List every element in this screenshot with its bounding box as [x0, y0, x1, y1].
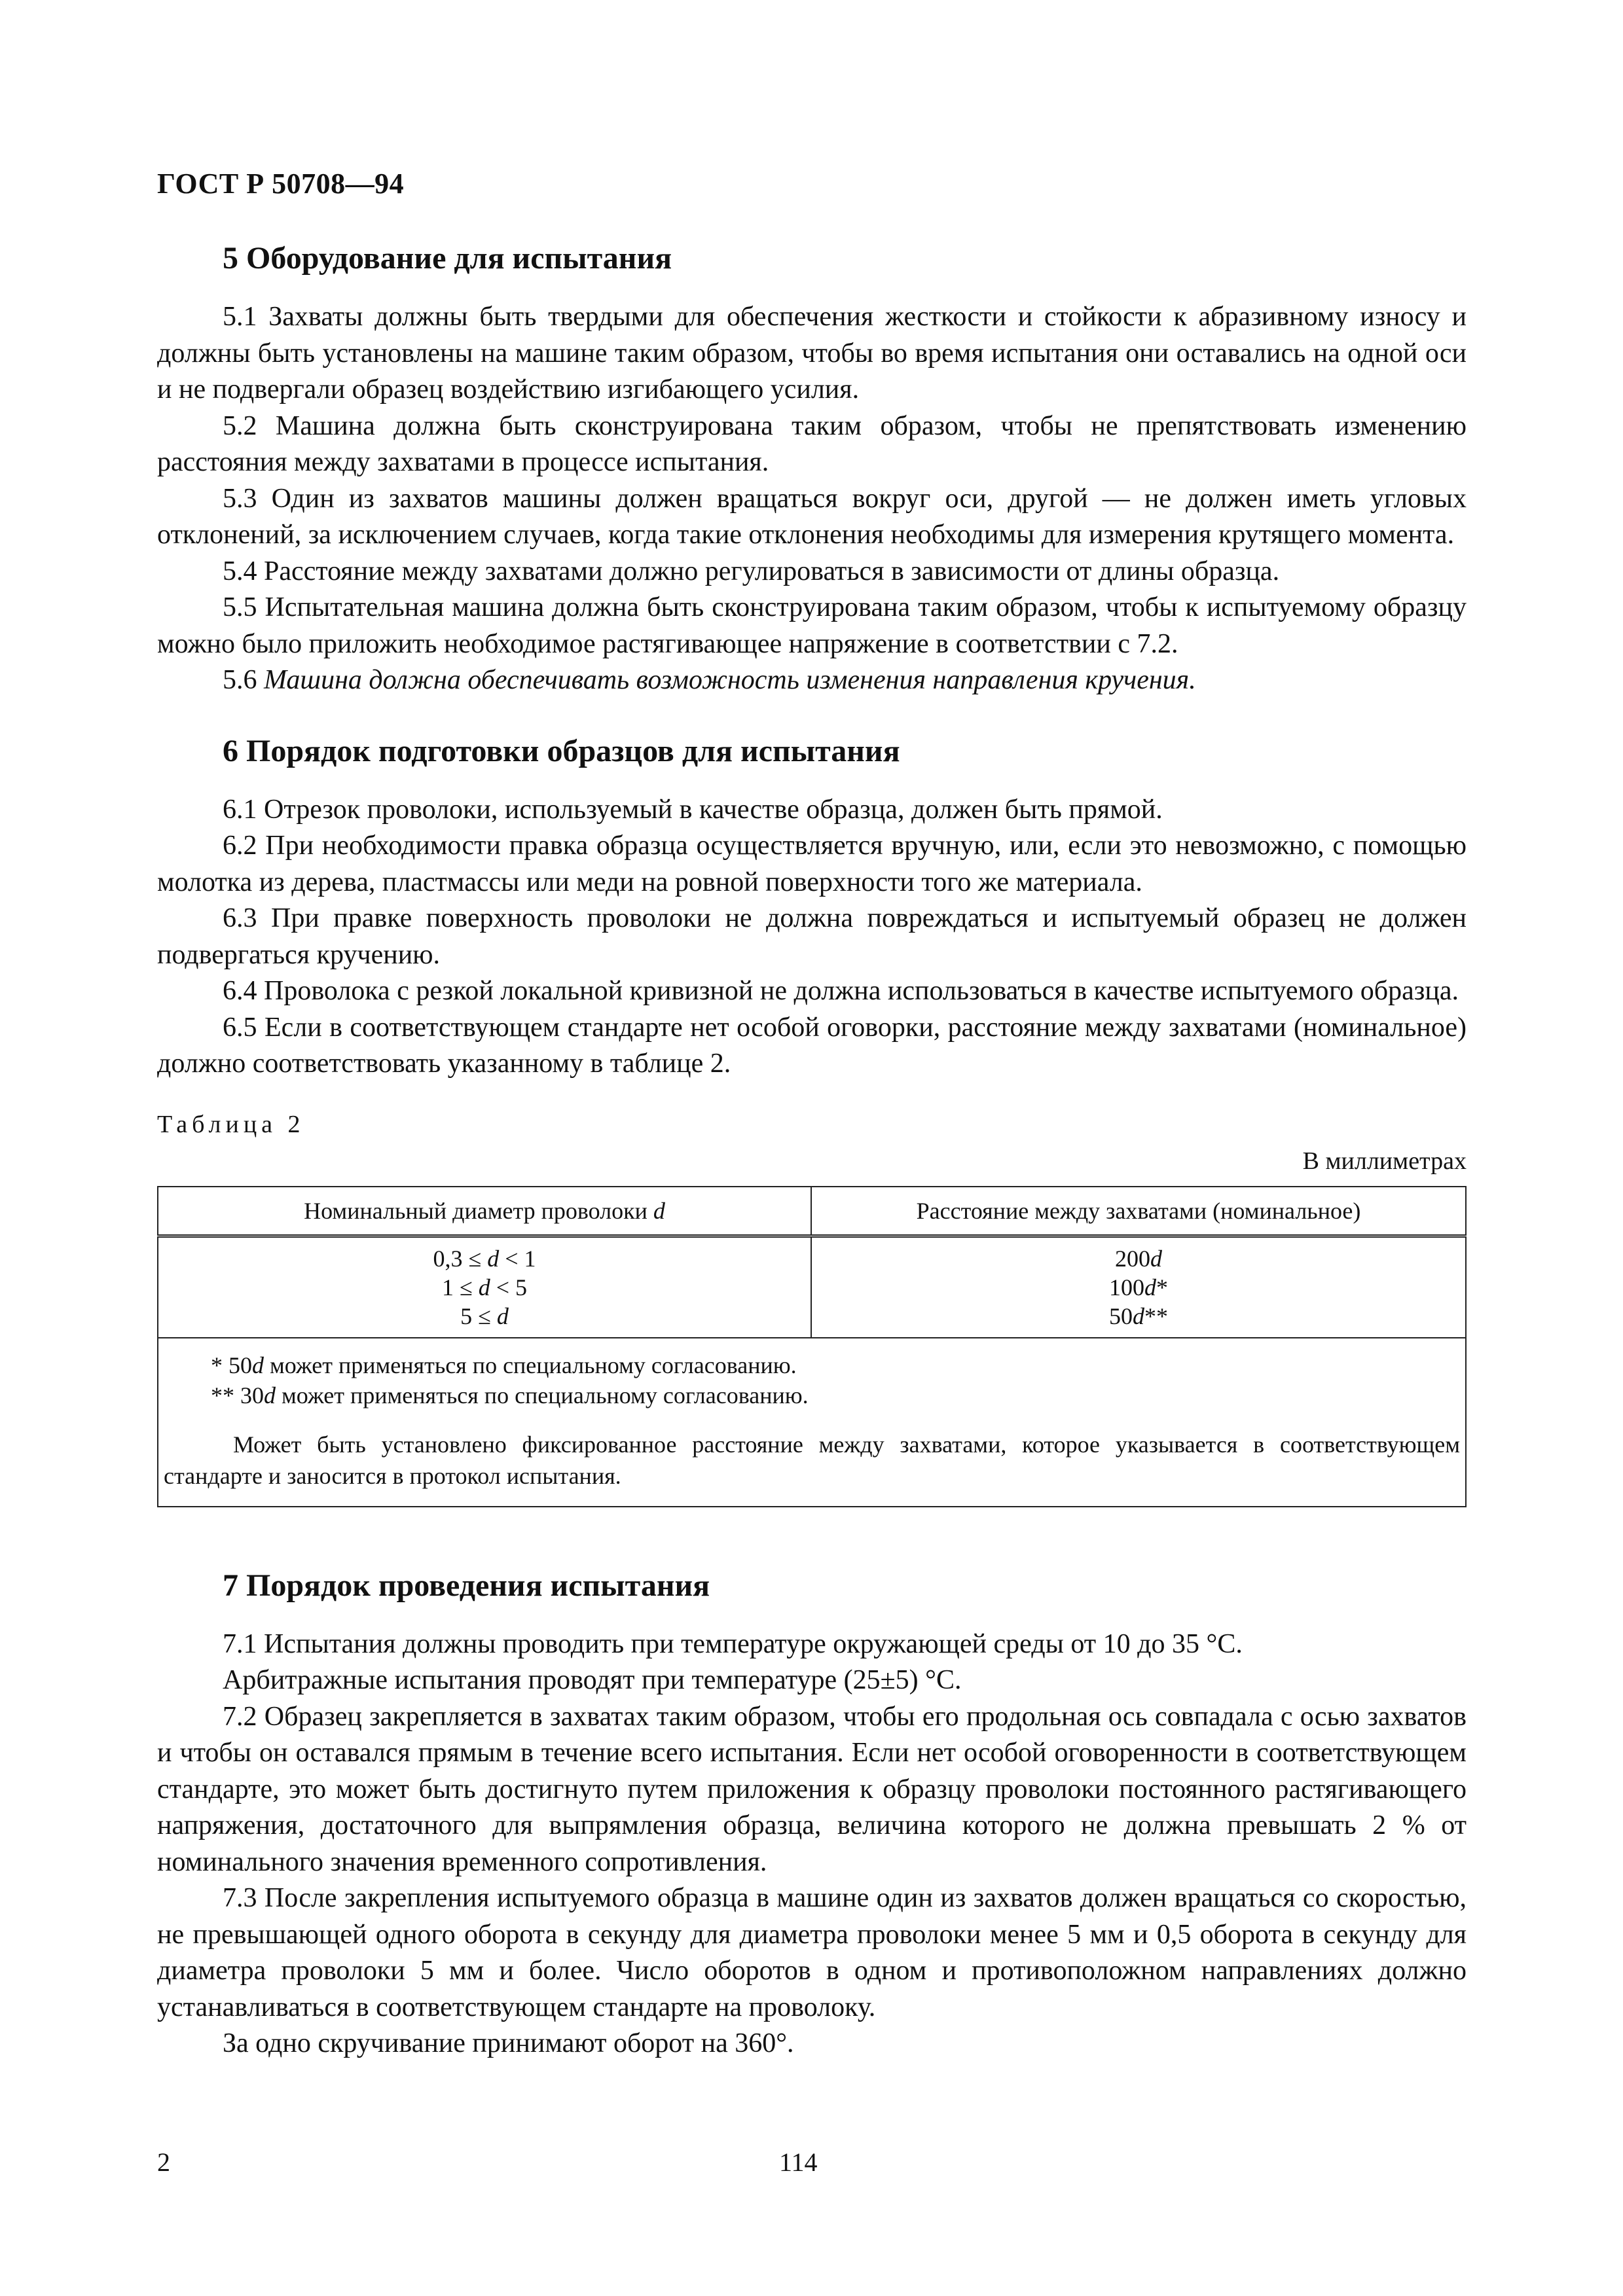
footnote: * 50d может применяться по специальному согласованию. [211, 1352, 797, 1378]
cell-line: 1 ≤ d < 5 [441, 1274, 528, 1300]
table-cell-diameter [158, 1236, 811, 1338]
page-number: 2 [157, 2147, 170, 2177]
paragraph-5-6 [157, 662, 1467, 699]
paragraph: 6.5 Если в соответствующем стандарте нет особой оговорки, расстояние между захватами (номинальное) должно соответствовать указанному в таблице 2. [157, 1012, 1467, 1079]
paragraph: 5.3 Один из захватов машины должен вращаться вокруг оси, другой — не должен иметь угловых отклонений, за исключением случаев, когда такие отклонения необходимы для измерения крутящего момента. [157, 483, 1467, 550]
table-note: Может быть установлено фиксированное расстояние между захватами, которое указывается в соответствующем стандарте и заносится в протокол испытания. [164, 1431, 1460, 1489]
cell-line: 50d** [1109, 1302, 1168, 1329]
table-header-cell: Номинальный диаметр проволоки d [158, 1187, 811, 1236]
footnote: ** 30d может применяться по специальному согласованию. [211, 1382, 809, 1408]
paragraph: 6.1 Отрезок проволоки, используемый в качестве образца, должен быть прямой. [223, 794, 1163, 825]
paragraph: 6.3 При правке поверхность проволоки не должна повреждаться и испытуемый образец не должен подвергаться кручению. [157, 903, 1467, 970]
table-footnote-row [158, 1338, 1466, 1507]
paragraph: 7.1 Испытания должны проводить при температуре окружающей среды от 10 до 35 °С. [223, 1628, 1243, 1659]
paragraph: 6.2 При необходимости правка образца осуществляется вручную, или, если это невозможно, с помощью молотка из дерева, пластмассы или меди на ровной поверхности того же материала. [157, 831, 1467, 897]
table-cell-distance [811, 1236, 1466, 1338]
paragraph: 7.3 После закрепления испытуемого образца в машине один из захватов должен вращаться со скоростью, не превышающей одного оборота в секунду для диаметра проволоки менее 5 мм и 0,5 оборота в секунду для диаметра проволоки 5 мм и более. Число оборотов в одном и противоположном направлениях должно устанавливаться в соответствующем стандарте на проволоку. [157, 1883, 1467, 2022]
document-body [157, 239, 1467, 2062]
section-6 [157, 732, 1467, 1083]
section-title: 5 Оборудование для испытания [223, 241, 672, 276]
paragraph: 6.4 Проволока с резкой локальной кривизной не должна использоваться в качестве испытуемого образца. [223, 976, 1459, 1006]
paragraph: 5.1 Захваты должны быть твердыми для обеспечения жесткости и стойкости к абразивному износу и должны быть установлены на машине таким образом, чтобы во время испытания они оставались на одной оси и не подвергали образец воздействию изгибающего усилия. [157, 302, 1467, 404]
table-header-cell: Расстояние между захватами (номинальное) [811, 1187, 1466, 1236]
paragraph: За одно скручивание принимают оборот на 360°. [223, 2028, 794, 2058]
paragraph: 5.5 Испытательная машина должна быть сконструирована таким образом, чтобы к испытуемому образцу можно было приложить необходимое растягивающее напряжение в соответствии с 7.2. [157, 592, 1467, 659]
clause-number: 5.6 [223, 665, 257, 695]
cell-line: 100d* [1109, 1274, 1168, 1300]
clause-text-italic: Машина должна обеспечивать возможность изменения направления кручения. [264, 665, 1196, 695]
table-row [158, 1236, 1466, 1338]
cell-line: 200d [1115, 1245, 1162, 1272]
table-footnotes [158, 1338, 1466, 1507]
section-title: 6 Порядок подготовки образцов для испытания [223, 733, 900, 768]
paragraph: 7.2 Образец закрепляется в захватах таким образом, чтобы его продольная ось совпадала с осью захватов и чтобы он оставался прямым в течение всего испытания. Если нет особой оговоренности в соответствующем стандарте, это может быть достигнуто путем приложения к образцу проволоки постоянного растягивающего напряжения, достаточного для выпрямления образца, величина которого не должна превышать 2 % от номинального значения временного сопротивления. [157, 1701, 1467, 1877]
section-5 [157, 239, 1467, 699]
table-caption: Таблица 2 [157, 1110, 305, 1138]
document-id: ГОСТ Р 50708—94 [157, 168, 405, 200]
cell-line: 5 ≤ d [460, 1302, 509, 1329]
paragraph: 5.2 Машина должна быть сконструирована таким образом, чтобы не препятствовать изменению расстояния между захватами в процессе испытания. [157, 410, 1467, 477]
table-units: В миллиметрах [1302, 1147, 1467, 1175]
table-2 [157, 1186, 1467, 1507]
paragraph: Арбитражные испытания проводят при температуре (25±5) °С. [223, 1665, 962, 1695]
section-title: 7 Порядок проведения испытания [223, 1568, 710, 1603]
internal-page-number: 114 [779, 2147, 818, 2177]
section-7 [157, 1566, 1467, 2062]
paragraph: 5.4 Расстояние между захватами должно регулироваться в зависимости от длины образца. [223, 556, 1280, 586]
cell-line: 0,3 ≤ d < 1 [433, 1245, 536, 1272]
